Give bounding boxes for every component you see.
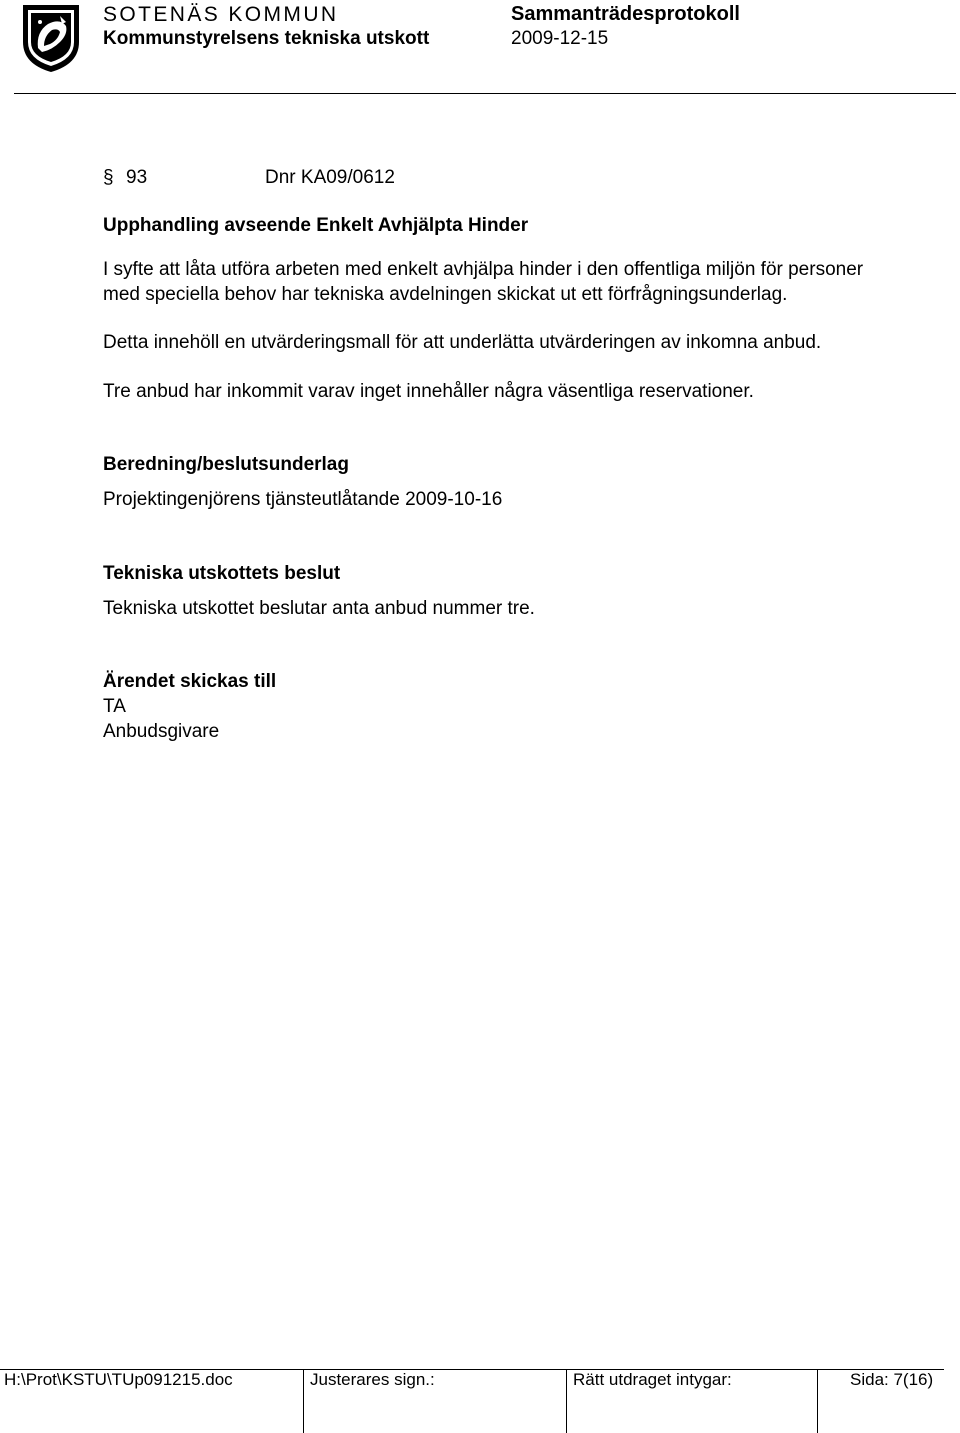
footer-cell-divider xyxy=(817,1369,818,1433)
item-title: Upphandling avseende Enkelt Avhjälpta Hinder xyxy=(103,215,529,236)
footer-signature-table xyxy=(0,1369,960,1433)
meeting-date: 2009-12-15 xyxy=(511,28,609,49)
body-paragraph: I syfte att låta utföra arbeten med enkelt avhjälpa hinder i den offentliga miljön för personer med speciella behov har tekniska avdelningen skickat ut ett förfrågningsunderlag. xyxy=(103,259,864,305)
committee-name: Kommunstyrelsens tekniska utskott xyxy=(103,28,430,49)
section-symbol: § xyxy=(103,167,114,188)
decision-heading: Tekniska utskottets beslut xyxy=(103,563,341,584)
page-number: Sida: 7(16) xyxy=(850,1370,934,1389)
case-reference xyxy=(103,165,883,195)
organization-name: SOTENÄS KOMMUN xyxy=(103,3,339,26)
sent-to-heading: Ärendet skickas till xyxy=(103,671,277,692)
recipient: Anbudsgivare xyxy=(103,721,220,742)
body-paragraph: Tre anbud har inkommit varav inget innehåller några väsentliga reservationer. xyxy=(103,381,754,402)
body-paragraph: Detta innehöll en utvärderingsmall för att underlätta utvärderingen av inkomna anbud. xyxy=(103,332,822,353)
preparation-heading: Beredning/beslutsunderlag xyxy=(103,454,349,475)
file-path: H:\Prot\KSTU\TUp091215.doc xyxy=(4,1370,233,1389)
preparation-text: Projektingenjörens tjänsteutlåtande 2009-10-16 xyxy=(103,489,503,510)
municipal-coat-of-arms-icon xyxy=(20,2,82,74)
diary-number: Dnr KA09/0612 xyxy=(265,167,395,188)
footer-cell-divider xyxy=(303,1369,304,1433)
adjuster-signature-label: Justerares sign.: xyxy=(310,1370,435,1389)
recipient: TA xyxy=(103,696,126,717)
decision-text: Tekniska utskottet beslutar anta anbud nummer tre. xyxy=(103,598,535,619)
certified-extract-label: Rätt utdraget intygar: xyxy=(573,1370,732,1389)
document-type: Sammanträdesprotokoll xyxy=(511,3,740,25)
protocol-item xyxy=(103,165,883,744)
header-divider xyxy=(14,93,956,94)
section-number: 93 xyxy=(126,167,148,188)
footer-cell-divider xyxy=(566,1369,567,1433)
